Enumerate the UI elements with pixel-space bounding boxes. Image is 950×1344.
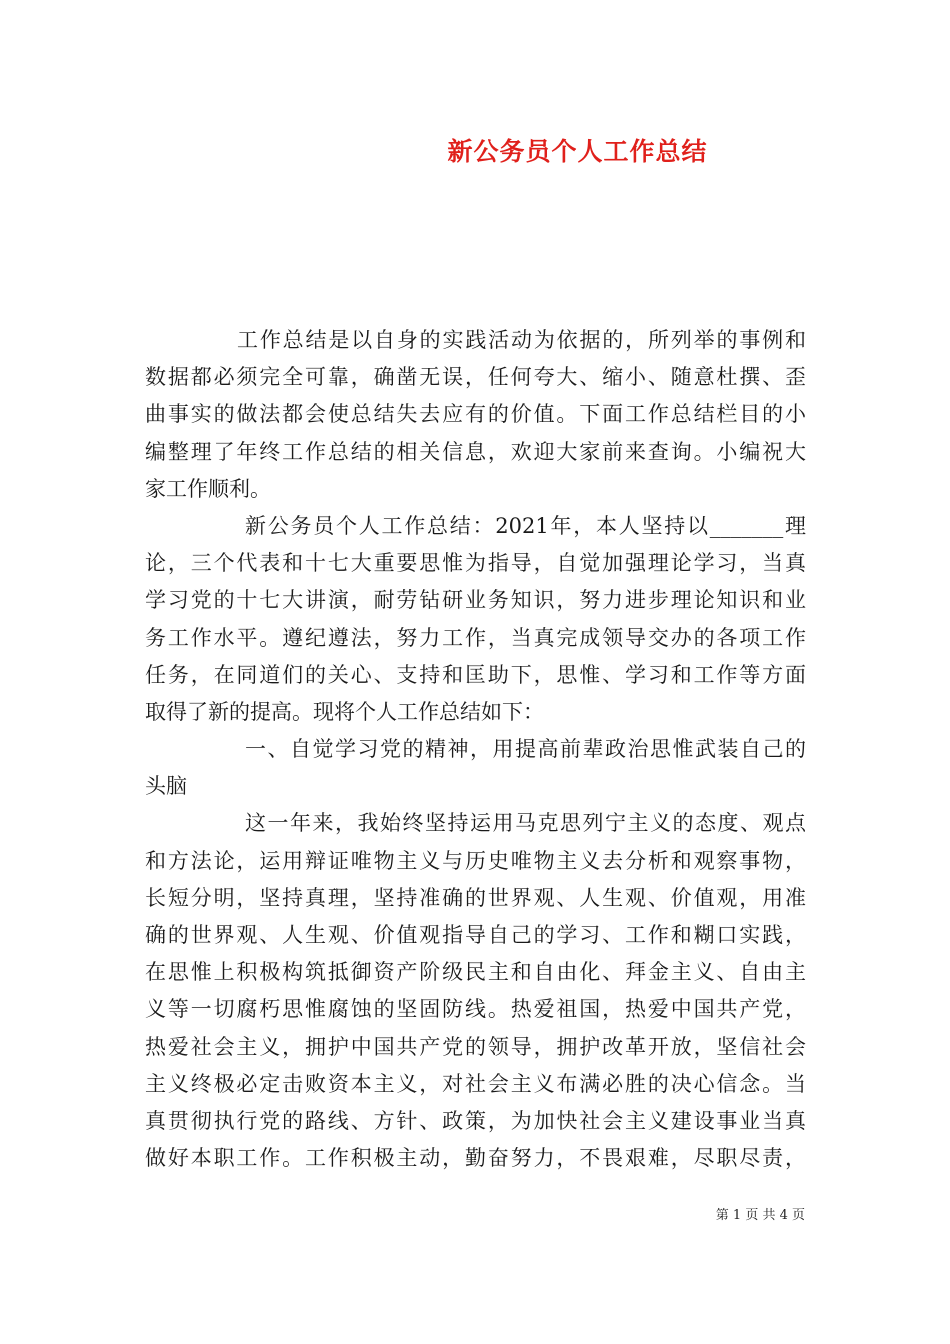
text-line: 工作总结是以自身的实践活动为依据的，所列举的事例和: [237, 328, 806, 352]
document-title: 新公务员个人工作总结: [447, 137, 708, 166]
paragraph-intro: [145, 322, 806, 508]
text-line: 任务，在同道们的关心、支持和匡助下，思惟、学习和工作等方面: [145, 662, 806, 687]
text-line: 主义终极必定击败资本主义，对社会主义布满必胜的决心信念。当: [145, 1071, 806, 1096]
text-line: 头脑: [145, 774, 187, 799]
text-line: 真贯彻执行党的路线、方针、政策，为加快社会主义建设事业当真: [145, 1108, 806, 1133]
text-line: 在思惟上积极构筑抵御资产阶级民主和自由化、拜金主义、自由主: [145, 960, 806, 985]
text-line: 这一年来，我始终坚持运用马克思列宁主义的态度、观点: [245, 811, 806, 836]
text-line: 学习党的十七大讲演，耐劳钻研业务知识，努力进步理论知识和业: [145, 588, 806, 613]
text-line: 数据都必须完全可靠，确凿无误，任何夸大、缩小、随意杜撰、歪: [145, 365, 806, 390]
text-line: 家工作顺利。: [145, 476, 271, 501]
paragraph-summary: [145, 508, 806, 731]
document-body: [145, 322, 806, 1177]
text-line: 新公务员个人工作总结：2021年，本人坚持以_______理: [245, 513, 806, 538]
text-line: 做好本职工作。工作积极主动，勤奋努力，不畏艰难，尽职尽责，: [145, 1146, 806, 1171]
text-line: 热爱社会主义，拥护中国共产党的领导，拥护改革开放，坚信社会: [145, 1034, 806, 1059]
text-line: 长短分明，坚持真理，坚持准确的世界观、人生观、价值观，用准: [145, 885, 806, 910]
paragraph-section-1: [145, 805, 806, 1177]
text-line: 曲事实的做法都会使总结失去应有的价值。下面工作总结栏目的小: [145, 402, 806, 427]
text-line: 确的世界观、人生观、价值观指导自己的学习、工作和糊口实践，: [145, 923, 806, 947]
section-heading-1: [145, 731, 806, 805]
text-line: 一、自觉学习党的精神，用提高前辈政治思惟武装自己的: [245, 737, 806, 762]
text-line: 编整理了年终工作总结的相关信息，欢迎大家前来查询。小编祝大: [145, 439, 806, 464]
text-line: 和方法论，运用辩证唯物主义与历史唯物主义去分析和观察事物，: [145, 848, 806, 873]
text-line: 论，三个代表和十七大重要思惟为指导，自觉加强理论学习，当真: [145, 551, 806, 576]
page-number: 第 1 页 共 4 页: [715, 1208, 805, 1223]
text-line: 义等一切腐朽思惟腐蚀的坚固防线。热爱祖国，热爱中国共产党，: [145, 997, 806, 1022]
text-line: 取得了新的提高。现将个人工作总结如下：: [145, 699, 544, 724]
text-line: 务工作水平。遵纪遵法，努力工作，当真完成领导交办的各项工作: [145, 625, 806, 650]
